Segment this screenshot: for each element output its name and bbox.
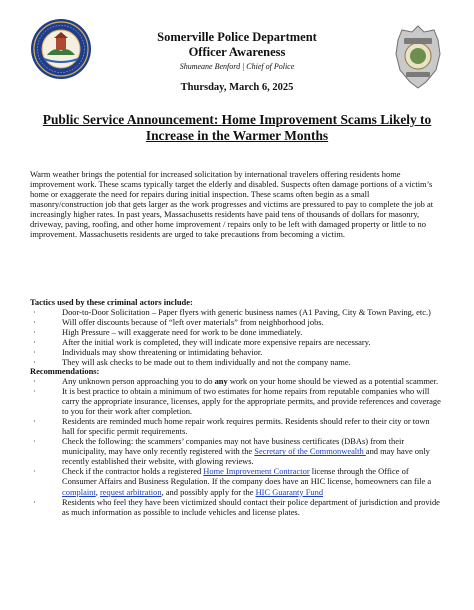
list-item: · They will ask checks to be made out to them individually and not the company name. bbox=[33, 357, 351, 368]
request-arbitration-link[interactable]: request arbitration bbox=[99, 486, 162, 497]
bulletin-date: Thursday, March 6, 2025 bbox=[180, 82, 294, 93]
announcement-title bbox=[20, 112, 454, 143]
announcement-body: Warm weather brings the potential for increased solicitation by international travelers offering residents home improvement work. These scams typically target the elderly and disabled. Suspects often damage portions of a victim’s home or exaggerate the need for repairs during initial inspection. These scams often begin as a small masonry/construction job that gets larger as the work progresses and victims are pressured to pay to complete the job at increasingly higher rates. In past years, Massachusetts residents have paid tens of thousands of dollars for masonry, driveway, paving, roofing, and other home improvement / repairs only to be left with damaged property or little to no improvement. Massachusetts residents are urged to take precautions from becoming a victim. bbox=[30, 169, 434, 240]
recommendations-list bbox=[30, 376, 444, 517]
list-item: · Any unknown person approaching you to do any work on your home should be viewed as a potential scammer. bbox=[33, 376, 439, 386]
bullet-icon: · bbox=[33, 317, 36, 328]
announcement-title-line2: Increase in the Warmer Months bbox=[145, 127, 329, 143]
bullet-icon: · bbox=[33, 466, 36, 477]
list-item: · After the initial work is completed, they will indicate more expensive repairs are necessary. bbox=[33, 337, 371, 348]
bullet-icon: · bbox=[33, 376, 36, 386]
list-item: · Individuals may show threatening or intimidating behavior. bbox=[33, 347, 263, 358]
bullet-icon: · bbox=[33, 416, 36, 427]
list-item: · Residents are reminded much home repair work requires permits. Residents should refer to their city or town hall for specific permit requirements. bbox=[33, 416, 430, 437]
bullet-icon: · bbox=[33, 307, 36, 317]
bullet-icon: · bbox=[33, 327, 36, 338]
police-badge-logo bbox=[394, 24, 442, 90]
bullet-icon: · bbox=[33, 496, 36, 507]
bullet-icon: · bbox=[33, 386, 36, 397]
home-improvement-contractor-link[interactable]: Home Improvement Contractor bbox=[203, 466, 310, 477]
bullet-icon: · bbox=[33, 347, 36, 358]
list-item: · Will offer discounts because of “left over materials” from neighborhood jobs. bbox=[33, 317, 324, 328]
list-item: · Residents who feel they have been victimized should contact their police department of jurisdiction and provide as much information as possible to include vehicles and license plates. bbox=[33, 496, 440, 517]
list-item: · Check the following: the scammers’ companies may not have business certificates (DBAs) from their municipality, may have only recently registered with the Secretary of the Commonwealth and may have only recently established their website, with glowing reviews. bbox=[33, 436, 430, 467]
bullet-icon: · bbox=[33, 357, 36, 368]
bullet-icon: · bbox=[33, 436, 36, 447]
recommendations-heading: Recommendations: bbox=[30, 366, 100, 376]
list-item: · Door-to-Door Solicitation – Paper flyers with generic business names (A1 Paving, City & Town Paving, etc.) bbox=[33, 307, 431, 317]
department-name: Somerville Police Department bbox=[157, 30, 317, 44]
bullet-icon: · bbox=[33, 337, 36, 348]
list-item: · High Pressure – will exaggerate need for work to be done immediately. bbox=[33, 327, 303, 338]
hic-guaranty-fund-link[interactable]: HIC Guaranty Fund bbox=[255, 486, 324, 497]
tactics-heading: Tactics used by these criminal actors include: bbox=[30, 297, 193, 307]
secretary-of-commonwealth-link[interactable]: Secretary of the Commonwealth bbox=[254, 446, 366, 457]
list-item: · It is best practice to obtain a minimum of two estimates for home repairs from reputable companies who will carry the appropriate insurance, licenses, apply for the appropriate permits, and provide references and coverage to you for their work after completion. bbox=[33, 386, 441, 417]
tactics-list bbox=[30, 307, 444, 367]
bulletin-title: Officer Awareness bbox=[188, 45, 286, 59]
complaint-link[interactable]: complaint bbox=[62, 486, 96, 497]
list-item: · Check if the contractor holds a registered Home Improvement Contractor license through the Office of Consumer Affairs and Business Regulation. If the company does have an HIC license, homeowners can file a complaint, request arbitration, and possibly apply for the HIC Guaranty Fund bbox=[33, 466, 432, 497]
city-seal-logo bbox=[30, 18, 92, 80]
chief-name: Shumeane Benford | Chief of Police bbox=[179, 62, 295, 71]
announcement-title-line1: Public Service Announcement: Home Improvement Scams Likely to bbox=[42, 112, 432, 127]
